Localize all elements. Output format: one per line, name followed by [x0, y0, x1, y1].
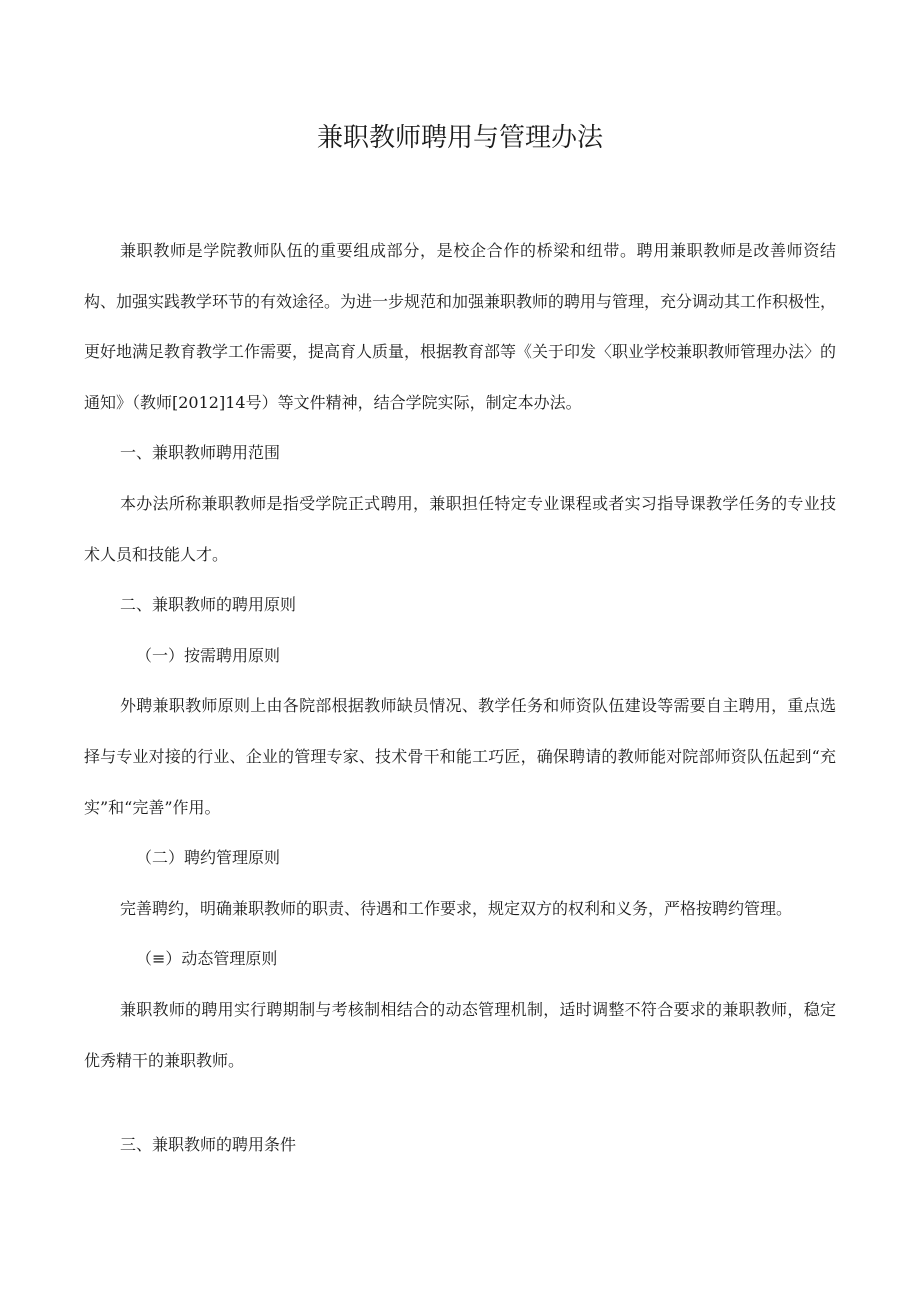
- section-2-sub-2-paragraph: 完善聘约，明确兼职教师的职责、待遇和工作要求，规定双方的权利和义务，严格按聘约管理。: [120, 898, 793, 918]
- section-2-sub-3-heading: （≡）动态管理原则: [136, 949, 278, 969]
- section-spacer: [84, 1086, 836, 1120]
- section-2-sub-1-paragraph: 外聘兼职教师原则上由各院部根据教师缺员情况、教学任务和师资队伍建设等需要自主聘用，重点选择与专业对接的行业、企业的管理专家、技术骨干和能工巧匠，确保聘请的教师能对院部师资队伍起到“充实”和“完善”作用。: [84, 696, 836, 817]
- section-2-sub-2-heading: （二）聘约管理原则: [136, 848, 281, 868]
- section-2-sub-1-heading: （一）按需聘用原则: [136, 645, 281, 665]
- section-1-paragraph: 本办法所称兼职教师是指受学院正式聘用，兼职担任特定专业课程或者实习指导课教学任务的专业技术人员和技能人才。: [84, 493, 836, 564]
- document-title: 兼职教师聘用与管理办法: [316, 123, 603, 153]
- document-body: [84, 226, 836, 1171]
- section-1-heading: 一、兼职教师聘用范围: [120, 443, 281, 463]
- section-3-heading: 三、兼职教师的聘用条件: [120, 1135, 297, 1155]
- section-2-heading: 二、兼职教师的聘用原则: [120, 595, 297, 615]
- intro-paragraph: 兼职教师是学院教师队伍的重要组成部分，是校企合作的桥梁和纽带。聘用兼职教师是改善师资结构、加强实践教学环节的有效途径。为进一步规范和加强兼职教师的聘用与管理，充分调动其工作积极性，更好地满足教育教学工作需要，提高育人质量，根据教育部等《关于印发〈职业学校兼职教师管理办法〉的通知》（教师[2012]14号）等文件精神，结合学院实际，制定本办法。: [84, 241, 837, 412]
- section-2-sub-3-paragraph: 兼职教师的聘用实行聘期制与考核制相结合的动态管理机制，适时调整不符合要求的兼职教师，稳定优秀精干的兼职教师。: [84, 999, 836, 1070]
